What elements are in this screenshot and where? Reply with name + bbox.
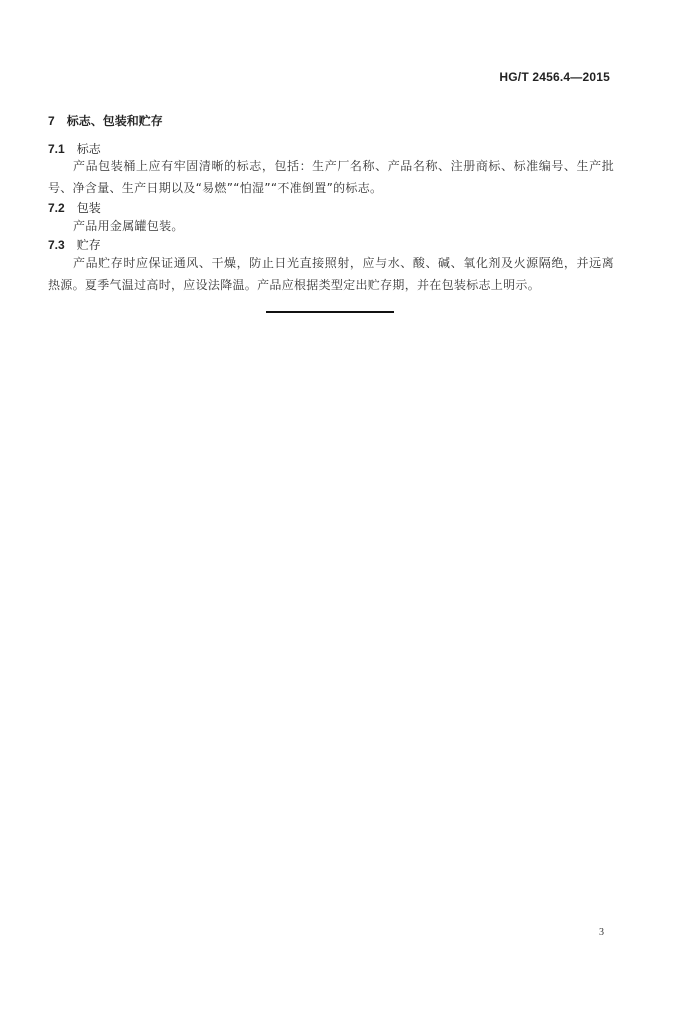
page-number: 3 xyxy=(599,927,604,938)
section-7-1-title: 标志 xyxy=(76,142,101,156)
section-7-2-heading xyxy=(48,200,101,216)
section-7-number: 7 xyxy=(48,114,55,128)
section-7-3-paragraph: 产品贮存时应保证通风、干燥，防止日光直接照射，应与水、酸、碱、氧化剂及火源隔绝，并远离热源。夏季气温过高时，应设法降温。产品应根据类型定出贮存期，并在包装标志上明示。 xyxy=(48,256,614,292)
section-7-heading xyxy=(48,113,163,129)
section-7-3-title: 贮存 xyxy=(76,238,101,252)
section-7-2-number: 7.2 xyxy=(48,201,65,215)
section-7-3-number: 7.3 xyxy=(48,238,65,252)
end-rule xyxy=(266,311,394,313)
section-7-1-number: 7.1 xyxy=(48,142,65,156)
section-7-1-paragraph: 产品包装桶上应有牢固清晰的标志，包括：生产厂名称、产品名称、注册商标、标准编号、生产批号、净含量、生产日期以及“易燃”“怕湿”“不准倒置”的标志。 xyxy=(48,159,614,195)
section-7-2-title: 包装 xyxy=(76,201,101,215)
section-7-2-paragraph: 产品用金属罐包装。 xyxy=(73,219,184,233)
standard-code: HG/T 2456.4—2015 xyxy=(499,70,610,84)
section-7-3-heading xyxy=(48,237,101,253)
section-7-title: 标志、包装和贮存 xyxy=(66,114,163,128)
